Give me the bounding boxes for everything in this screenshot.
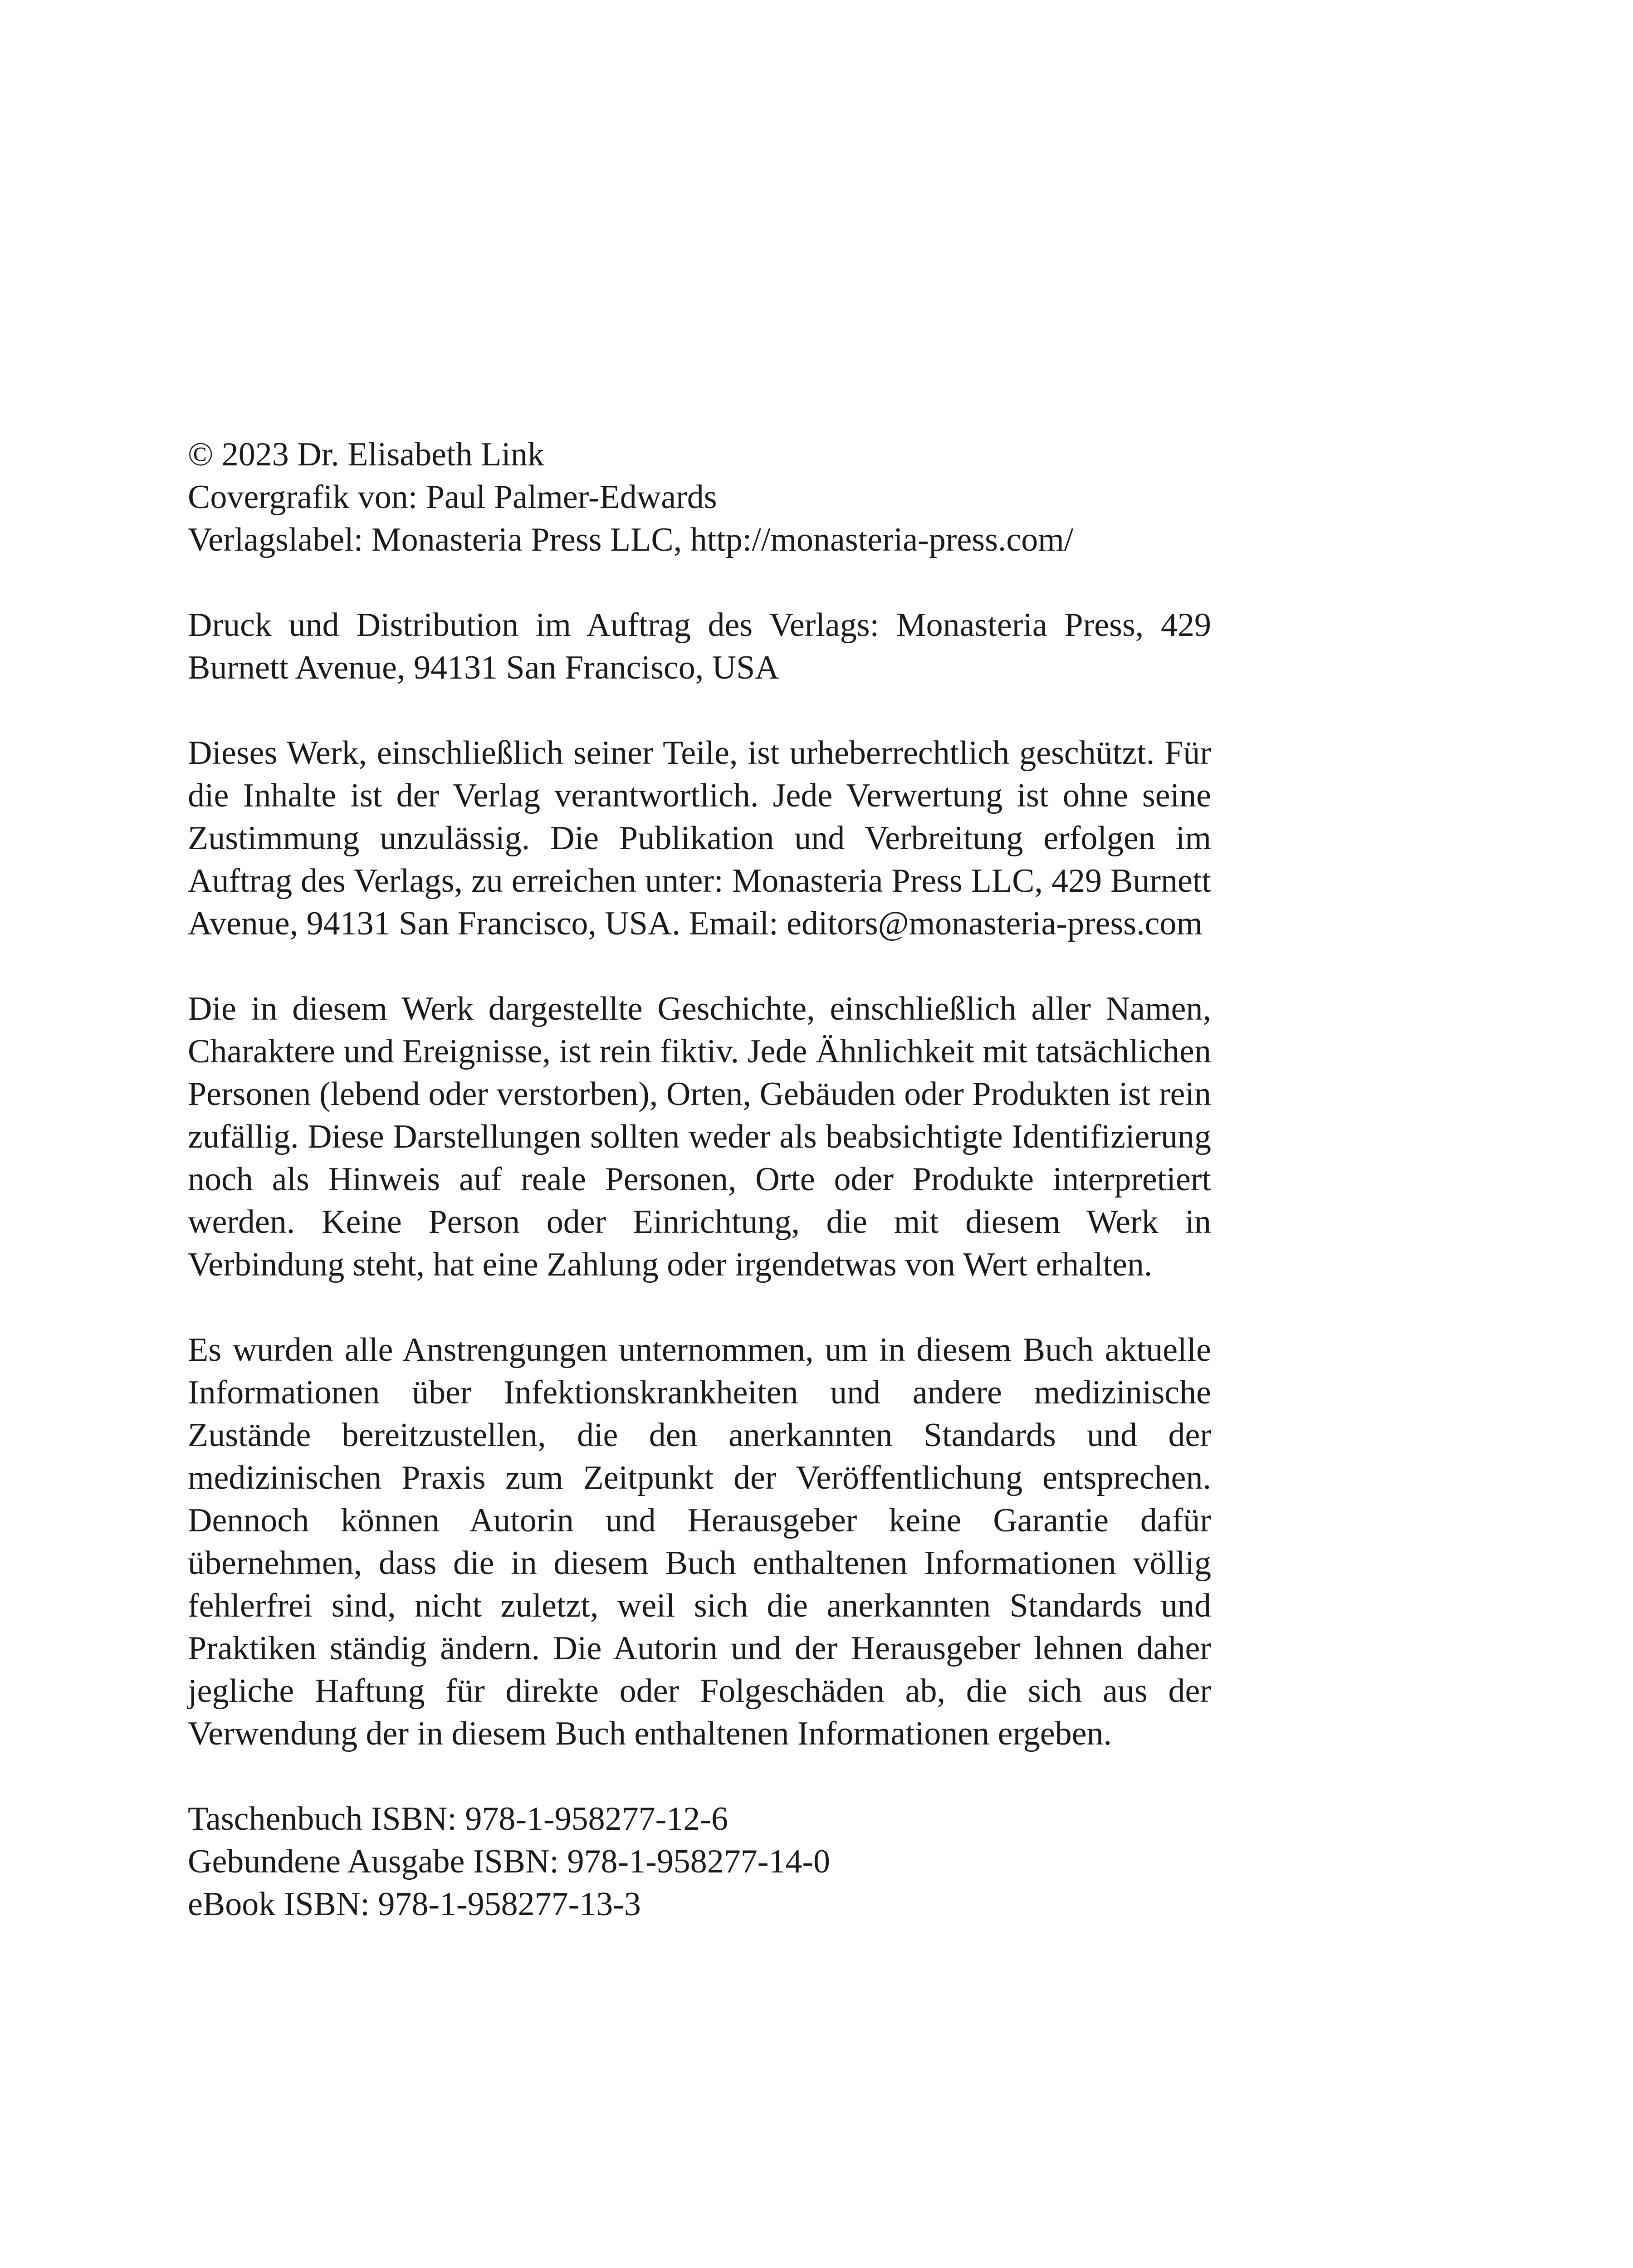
isbn-paragraph bbox=[188, 1798, 1211, 1926]
ebook-isbn: eBook ISBN: 978-1-958277-13-3 bbox=[188, 1886, 641, 1923]
cover-artist-line: Covergrafik von: Paul Palmer-Edwards bbox=[188, 479, 717, 516]
fiction-disclaimer-paragraph: Die in diesem Werk dargestellte Geschichte, einschließlich aller Namen, Charaktere und Ereignisse, ist rein fiktiv. Jede Ähnlichkeit mit tatsächlichen Personen (lebend oder verstorben), Orten, Gebäuden oder Produkten ist rein zufällig. Diese Darstellungen sollten weder als beabsichtigte Identifizierung noch als Hinweis auf reale Personen, Orte oder Produkte interpretiert werden. Keine Person oder Einrichtung, die mit diesem Werk in Verbindung steht, hat eine Zahlung oder irgendetwas von Wert erhalten. bbox=[188, 990, 1211, 1283]
copyright-line: © 2023 Dr. Elisabeth Link bbox=[188, 436, 544, 473]
copyright-paragraph bbox=[188, 433, 1211, 561]
distribution-paragraph: Druck und Distribution im Auftrag des Verlags: Monasteria Press, 429 Burnett Avenue, 94131 San Francisco, USA bbox=[188, 606, 1211, 686]
hardcover-isbn: Gebundene Ausgabe ISBN: 978-1-958277-14-0 bbox=[188, 1843, 831, 1880]
publisher-label-line: Verlagslabel: Monasteria Press LLC, http://monasteria-press.com/ bbox=[188, 521, 1074, 558]
imprint-text-block bbox=[188, 433, 1211, 1926]
paperback-isbn: Taschenbuch ISBN: 978-1-958277-12-6 bbox=[188, 1800, 728, 1838]
rights-notice-paragraph: Dieses Werk, einschließlich seiner Teile, ist urheberrechtlich geschützt. Für die Inhalte ist der Verlag verantwortlich. Jede Verwertung ist ohne seine Zustimmung unzulässig. Die Publikation und Verbreitung erfolgen im Auftrag des Verlags, zu erreichen unter: Monasteria Press LLC, 429 Burnett Avenue, 94131 San Francisco, USA. Email: editors@monasteria-press.com bbox=[188, 734, 1211, 942]
medical-disclaimer-paragraph: Es wurden alle Anstrengungen unternommen, um in diesem Buch aktuelle Informationen über Infektionskrankheiten und andere medizinische Zustände bereitzustellen, die den anerkannten Standards und der medizinischen Praxis zum Zeitpunkt der Veröffentlichung entsprechen. Dennoch können Autorin und Herausgeber keine Garantie dafür übernehmen, dass die in diesem Buch enthaltenen Informationen völlig fehlerfrei sind, nicht zuletzt, weil sich die anerkannten Standards und Praktiken ständig ändern. Die Autorin und der Herausgeber lehnen daher jegliche Haftung für direkte oder Folgeschäden ab, die sich aus der Verwendung der in diesem Buch enthaltenen Informationen ergeben. bbox=[188, 1331, 1211, 1752]
